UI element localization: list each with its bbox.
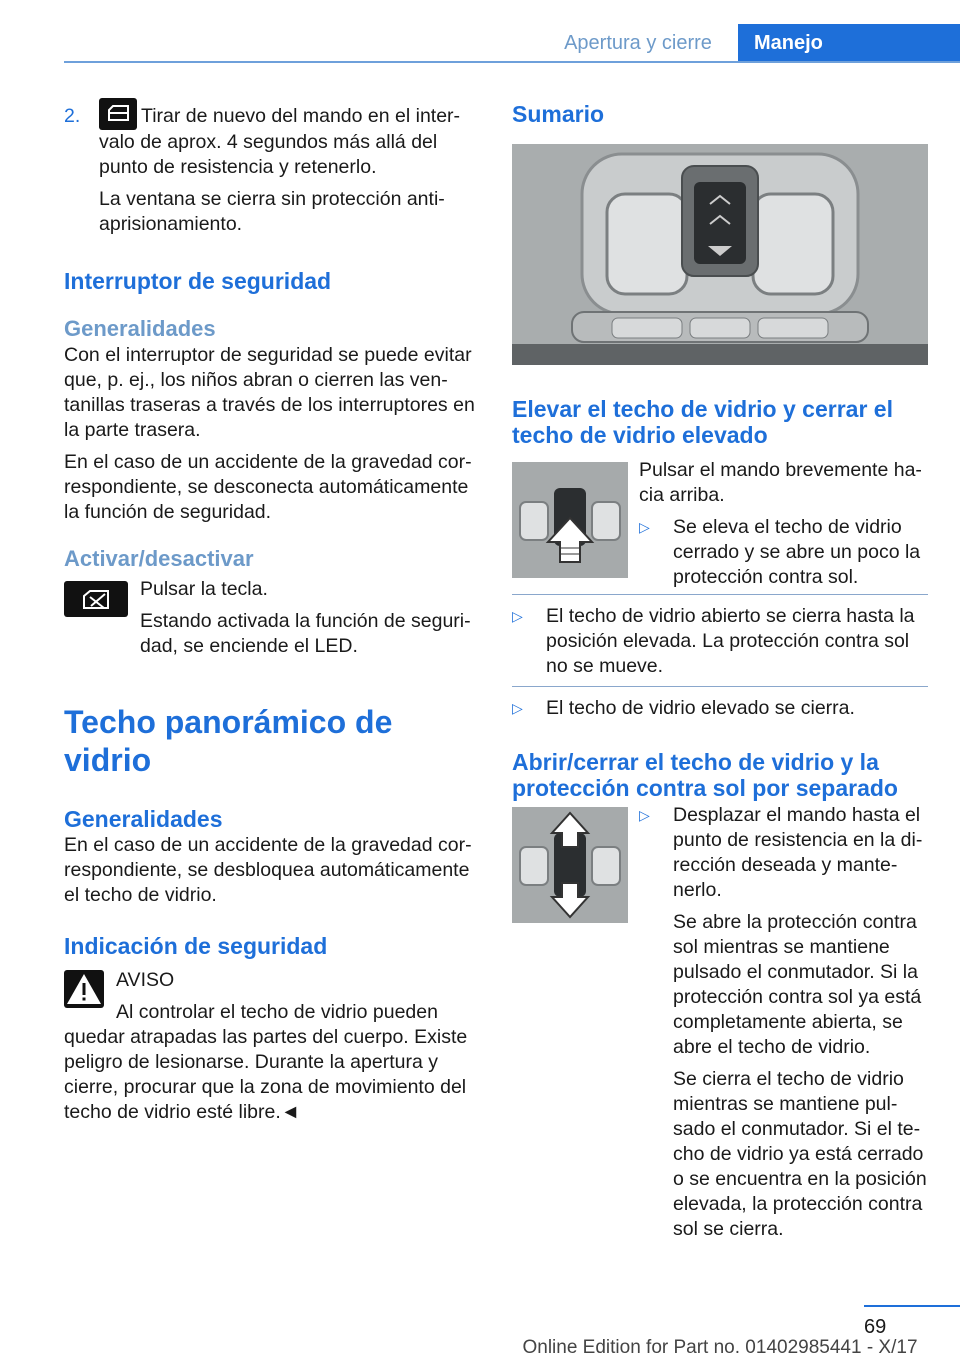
child-lock-button-icon	[64, 581, 128, 617]
heading-panoramic-roof: Techo panorámico de vidrio	[64, 704, 393, 778]
warning-text: Al controlar el techo de vidrio pueden quedar atrapadas las partes del cuerpo. Existe peligro de lesionarse. Durante la apertura y cierre, procurar que la zona de movimiento del techo de vidrio esté libre.◄	[64, 1001, 468, 1123]
bullet-triangle-icon: ▷	[512, 608, 523, 624]
page-number: 69	[864, 1316, 887, 1338]
para-general-1a: Con el interruptor de seguridad se puede evitar que, p. ej., los niños abran o cierren las ventanillas traseras a través de los interruptores en la parte trasera.	[64, 344, 475, 441]
bullet-4	[639, 803, 929, 903]
raise-roof-photo	[512, 462, 628, 578]
warning-title: AVISO	[116, 969, 175, 991]
activate-block	[64, 577, 476, 659]
bullet-triangle-icon: ▷	[639, 519, 650, 535]
step-number: 2.	[64, 105, 81, 127]
bullet-2-text: El techo de vidrio abierto se cierra hasta la posición elevada. La protección contra sol no se mueve.	[546, 605, 915, 677]
bullet-triangle-icon: ▷	[639, 807, 650, 823]
footer-rule	[864, 1305, 960, 1307]
bullet-2	[512, 604, 928, 679]
heading-safety-note: Indicación de seguridad	[64, 933, 328, 959]
step-2	[64, 104, 476, 237]
child-lock-icon-graphic	[64, 581, 128, 617]
window-switch-icon	[99, 98, 137, 130]
step-2-note: La ventana se cierra sin protección antiaprisionamiento.	[99, 188, 445, 235]
para-led-text: Estando activada la función de seguridad, se enciende el LED.	[140, 610, 471, 657]
para-sunblind-open: Se abre la protección contra sol mientras se mantiene pulsado el conmutador. Si la protección contra sol ya está completamente abierta, se abre el techo de vidrio.	[673, 911, 922, 1058]
heading-activate: Activar/desactivar	[64, 546, 254, 571]
header-chapter-tab: Manejo	[738, 24, 960, 62]
raise-bullets	[512, 589, 928, 801]
heading-summary: Sumario	[512, 101, 605, 127]
separate-control-photo-graphic	[512, 807, 628, 923]
edition-note: Online Edition for Part no. 01402985441 - X/17	[522, 1337, 918, 1358]
raise-text-block	[639, 458, 929, 597]
left-column	[64, 100, 476, 1132]
step-2-text	[99, 104, 476, 180]
para-raise: Pulsar el mando brevemente hacia arriba.	[639, 459, 922, 506]
warning-icon	[64, 970, 104, 1008]
step-2-body: Tirar de nuevo del mando en el intervalo de aprox. 4 segundos más allá del punto de resistencia y retenerlo.	[99, 105, 461, 178]
divider	[512, 686, 928, 687]
warning-block	[64, 968, 476, 1125]
para-general-1b: En el caso de un accidente de la gravedad correspondiente, se desconecta automáticamente la función de seguridad.	[64, 451, 472, 523]
separate-control-photo	[512, 807, 628, 923]
right-column	[512, 100, 928, 128]
bullet-1-text: Se eleva el techo de vidrio cerrado y se abre un poco la protección contra sol.	[673, 516, 921, 588]
heading-general-2: Generalidades	[64, 806, 223, 832]
heading-separate: Abrir/cerrar el techo de vidrio y la protección contra sol por separado	[512, 749, 898, 801]
window-switch-icon-graphic	[99, 98, 137, 130]
bullet-3	[512, 696, 928, 721]
para-roof-close: Se cierra el techo de vidrio mientras se mantiene pulsado el conmutador. Si el techo de vidrio ya está cerrado o se encuentra en la posición elevada, la protección contra sol se cierra.	[673, 1068, 927, 1240]
header-section-title: Apertura y cierre	[564, 32, 712, 54]
para-general-2: En el caso de un accidente de la gravedad correspondiente, se desbloquea automáticamente el techo de vidrio.	[64, 834, 472, 906]
para-press-key: Pulsar la tecla.	[140, 578, 268, 600]
bullet-4-text: Desplazar el mando hasta el punto de resistencia en la dirección deseada y mantenerlo.	[673, 804, 923, 901]
heading-raise-roof: Elevar el techo de vidrio y cerrar el techo de vidrio elevado	[512, 396, 893, 448]
heading-safety-switch: Interruptor de seguridad	[64, 268, 332, 294]
separate-text-block	[639, 803, 929, 1249]
roof-control-photo-graphic	[512, 144, 928, 365]
header-rule	[64, 61, 960, 63]
raise-roof-photo-graphic	[512, 462, 628, 578]
roof-control-photo	[512, 144, 928, 365]
bullet-3-text: El techo de vidrio elevado se cierra.	[546, 697, 855, 719]
warning-triangle-graphic	[64, 970, 104, 1008]
divider	[512, 594, 928, 595]
heading-general-1: Generalidades	[64, 316, 216, 341]
bullet-triangle-icon: ▷	[512, 700, 523, 716]
right-column-lower	[512, 396, 928, 448]
bullet-1	[639, 515, 929, 590]
